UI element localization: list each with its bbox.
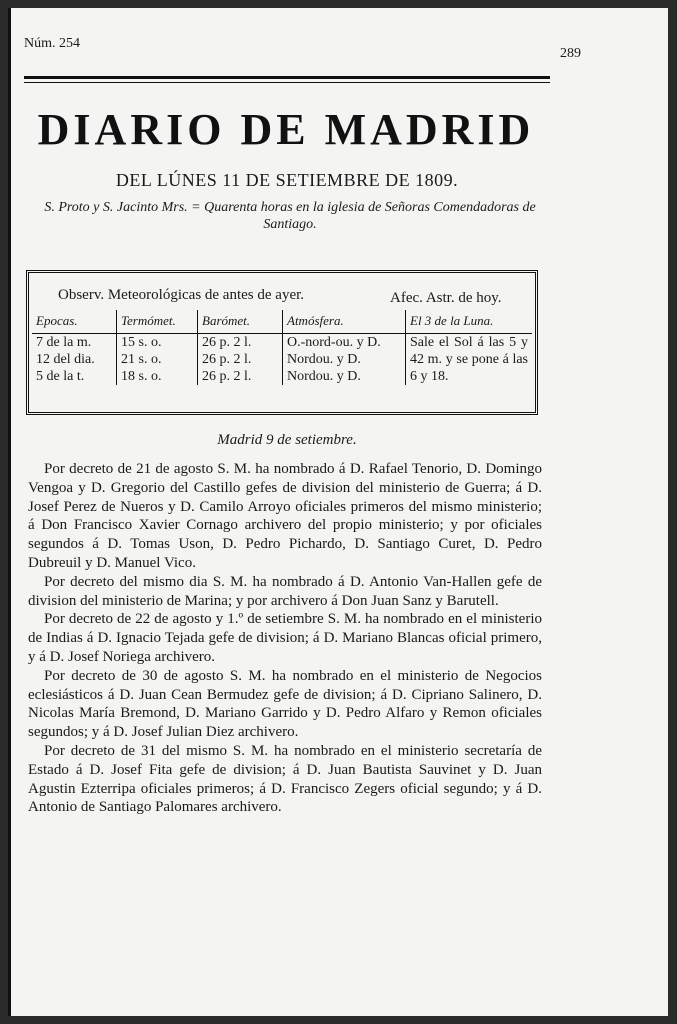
cell: 26 p. 2 l.: [198, 334, 283, 352]
header-rule: [24, 76, 550, 79]
cell: 12 del dia.: [36, 352, 95, 367]
cell: 7 de la m.: [36, 335, 92, 350]
weather-table: [32, 310, 532, 385]
cell: 15 s. o.: [117, 334, 198, 352]
header-rule-thin: [24, 82, 550, 83]
masthead-title: DIARIO DE MADRID: [37, 105, 535, 154]
col-atmosfera: Atmósfera.: [283, 310, 406, 334]
place-dateline: Madrid 9 de setiembre.: [217, 432, 357, 448]
issue-number: Núm. 254: [24, 36, 80, 51]
cell: Nordou. y D.: [283, 368, 406, 385]
weather-heading: Observ. Meteorológicas de antes de ayer.: [58, 287, 305, 303]
cell: 5 de la t.: [36, 369, 85, 384]
paragraph: Por decreto de 31 del mismo S. M. ha nombrado en el ministerio secretaría de Estado á D. Josef Fita gefe de division; á D. Juan Bautista Sauvinet y D. Juan Agustin Ezterripa oficiales primeros; á D. Francisco Zegers oficial segundo; y á D. Antonio de Santiago Palomares archivero.: [28, 742, 542, 816]
col-barometro: Barómet.: [198, 310, 283, 334]
cell: 26 p. 2 l.: [198, 368, 283, 385]
cell: 21 s. o.: [117, 351, 198, 368]
cell: O.-nord-ou. y D.: [283, 334, 406, 352]
table-row: [32, 334, 532, 352]
cell: 26 p. 2 l.: [198, 351, 283, 368]
page-number: 289: [560, 46, 581, 61]
col-termometro: Termómet.: [117, 310, 198, 334]
astro-text: Sale el Sol á las 5 y 42 m. y se pone á las 6 y 18.: [406, 334, 533, 386]
paragraph: Por decreto del mismo dia S. M. ha nombrado á D. Antonio Van-Hallen gefe de division del ministerio de Marina; y por archivero á Don Juan Sanz y Barutell.: [28, 573, 542, 609]
cell: 18 s. o.: [117, 368, 198, 385]
article-body: [28, 460, 542, 817]
paragraph: Por decreto de 30 de agosto S. M. ha nombrado en el ministerio de Negocios eclesiásticos á D. Juan Cean Bermudez gefe de division; á D. Cipriano Salinero, D. Nicolas María Bremond, D. Mariano Garrido y D. Pedro Alfaro y Remon oficiales segundos; y á D. Josef Julian Diez archivero.: [28, 667, 542, 741]
col-epocas: Epocas.: [32, 310, 117, 334]
paragraph: Por decreto de 22 de agosto y 1.º de setiembre S. M. ha nombrado en el ministerio de Indias á D. Ignacio Tejada gefe de division; á D. Mariano Blancas oficial primero, y á D. Josef Noriega archivero.: [28, 611, 542, 665]
date-line: DEL LÚNES 11 DE SETIEMBRE DE 1809.: [115, 170, 459, 190]
astro-heading: Afec. Astr. de hoy.: [390, 290, 502, 306]
paragraph: Por decreto de 21 de agosto S. M. ha nombrado á D. Rafael Tenorio, D. Domingo Vengoa y D. Gregorio del Castillo gefes de division del ministerio de Guerra; á D. Josef Perez de Nueros y D. Camilo Arroyo oficiales primeros del mismo ministerio; á Don Francisco Xavier Cornago archivero del propio ministerio; y por oficiales segundos á D. Tomas Uson, D. Pedro Pichardo, D. Santiago Curet, D. Pedro Dubreuil y D. Manuel Vico.: [28, 461, 542, 571]
col-luna: El 3 de la Luna.: [406, 310, 533, 334]
saints-line: S. Proto y S. Jacinto Mrs. = Quarenta horas en la iglesia de Señoras Comendadoras de Santiago.: [44, 200, 536, 232]
cell: Nordou. y D.: [283, 351, 406, 368]
